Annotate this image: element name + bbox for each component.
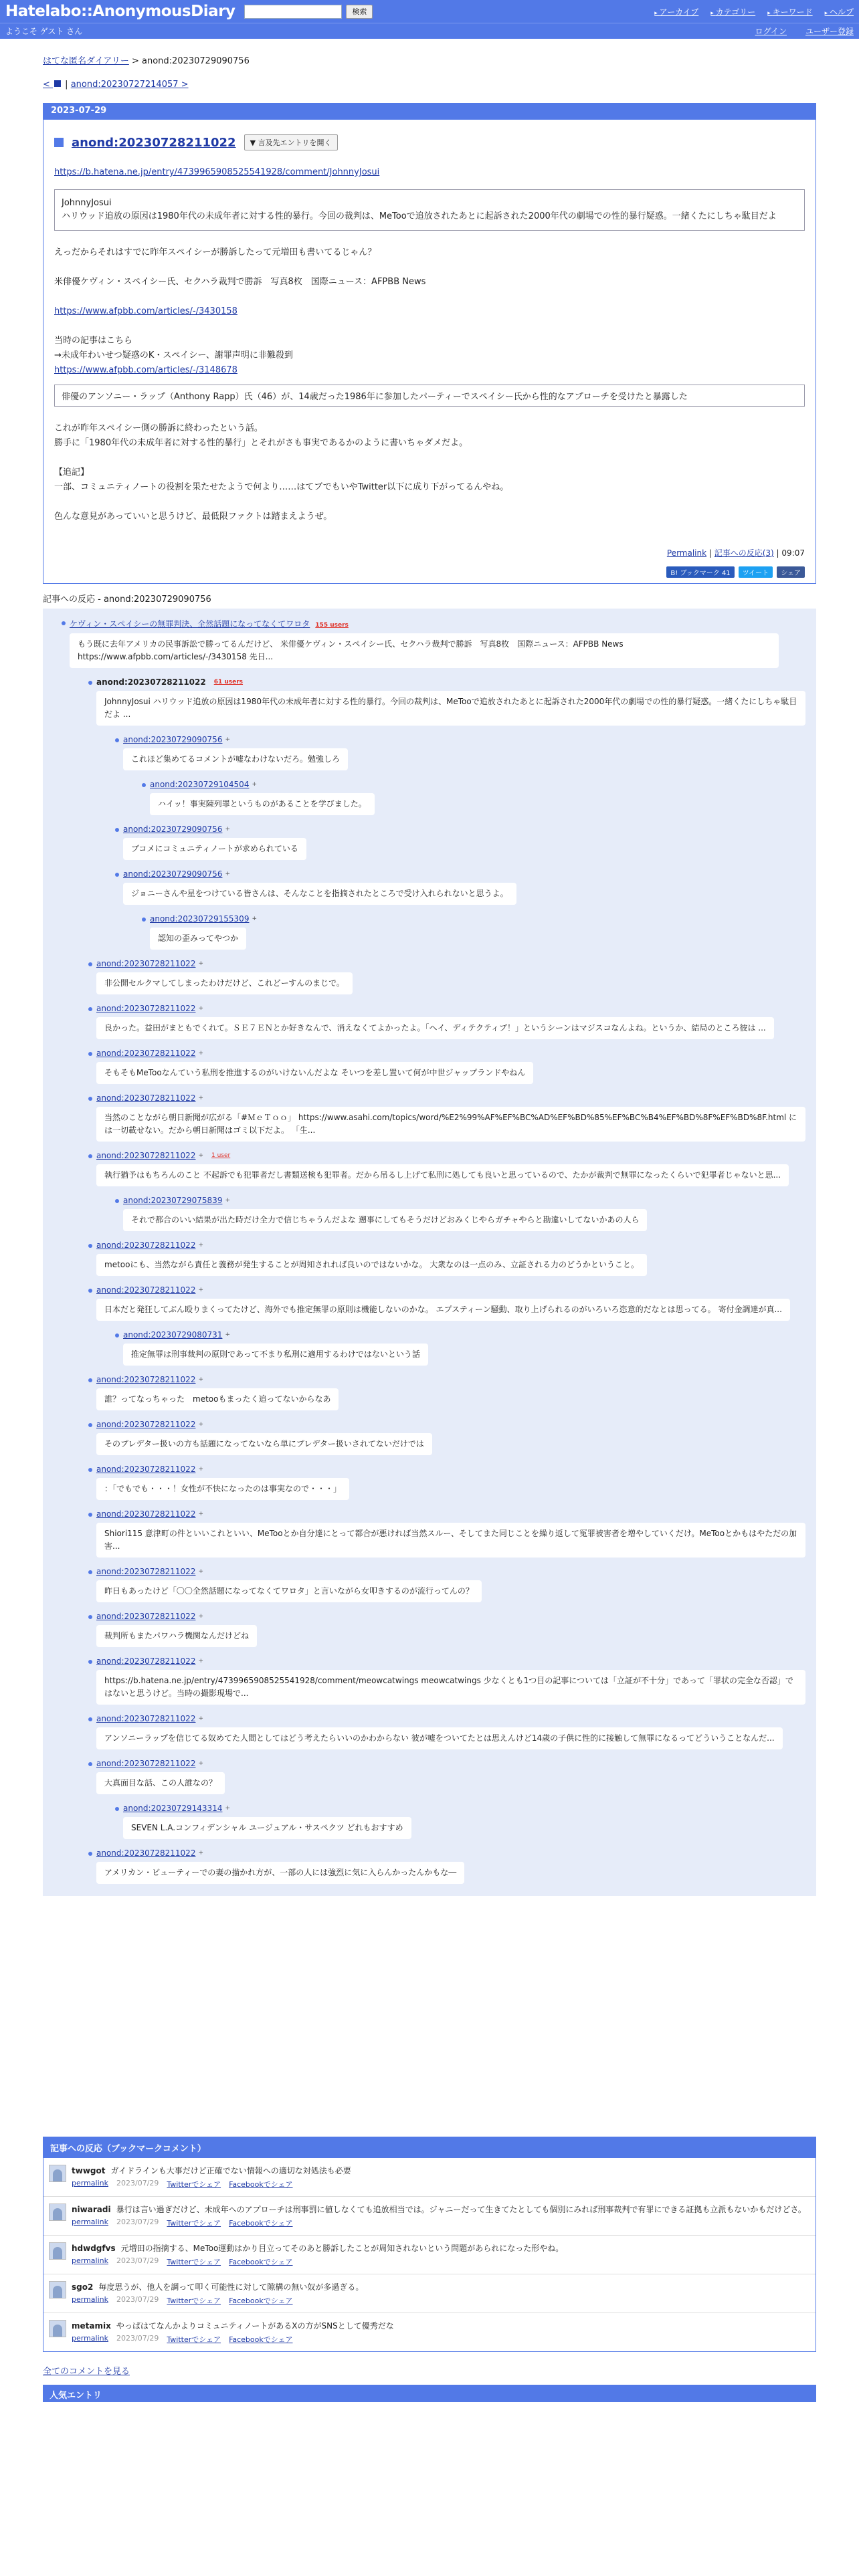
refs-link[interactable]: 記事への反応(3) [714, 548, 774, 558]
bookmark-comment: やっぱはてなんかよりコミュニティノートがあるXの方がSNSとして優秀だな [116, 2321, 394, 2331]
node-text: 非公開セルクマしてしまったわけだけど、これどーすんのまじで。 [96, 972, 353, 994]
day-header: 2023-07-29 [43, 103, 816, 120]
search-input[interactable] [244, 5, 342, 19]
facebook-share-link[interactable]: Facebookでシェア [229, 2258, 293, 2266]
bullet-icon [115, 1807, 119, 1811]
popular-entries-heading: 人気エントリ [43, 2385, 816, 2402]
node-text: これほど集めてるコメントが嘘なわけないだろ。勉強しろ [123, 748, 348, 770]
tree-node [150, 780, 816, 815]
entry-square-icon [54, 138, 64, 147]
reaction-tree-heading: 記事への反応 - anond:20230729090756 [43, 595, 211, 605]
reaction-tree [43, 609, 816, 1896]
login-link[interactable]: ログイン [755, 27, 787, 36]
bookmark-date: 2023/07/29 [116, 2218, 159, 2226]
users-badge[interactable]: 1 user [211, 1152, 231, 1159]
bullet-icon [115, 1199, 119, 1203]
node-title[interactable]: anond:20230729090756 [123, 869, 223, 879]
nav-category[interactable]: ▸ カテゴリー [710, 6, 755, 17]
expand-icon[interactable]: + [198, 1613, 203, 1620]
node-text: 認知の歪みってやつか [150, 928, 246, 950]
top-bar [0, 0, 859, 23]
quote-text: ハリウッド追放の原因は1980年代の未成年者に対する性的暴行。今回の裁判は、MeTooで追放されたあとに起訴された2000年代の劇場での性的暴行疑惑。一緒くたにしちゃ駄目だよ [62, 211, 777, 221]
node-title[interactable]: anond:20230728211022 [96, 1612, 196, 1621]
bullet-icon [88, 1717, 92, 1721]
facebook-share-link[interactable]: Facebookでシェア [229, 2335, 293, 2344]
node-text: 良かった。益田がまともでくれて。ＳＥ７ＥＮとか好きなんで、消えなくてよかったよ。「ヘイ、ディテクティブ！」というシーンはマジスコなんよね。というか、結局のところ彼は ... [96, 1017, 774, 1039]
expand-icon[interactable]: + [225, 871, 230, 877]
bullet-icon [88, 1097, 92, 1101]
blockquote-1 [54, 189, 805, 231]
bullet-icon [115, 1333, 119, 1337]
bullet-icon [88, 1154, 92, 1158]
paragraph-3b: →未成年わいせつ疑惑のK・スペイシー、謝罪声明に非難殺到 [54, 350, 293, 360]
bullet-icon [142, 783, 146, 787]
paragraph-2: 米俳優ケヴィン・スペイシー氏、セクハラ裁判で勝訴 写真8枚 国際ニュース：AFPBB News [54, 277, 426, 287]
node-text: 日本だと発狂してぶん殴りまくってたけど、海外でも推定無罪の原則は機能しないのかな。 エプスティーン騒動、取り上げられるのがいろいろ恣意的だなとは思ってる。 寄付金調達が真... [96, 1299, 790, 1321]
paragraph-6: 色んな意見があっていいと思うけど、最低限ファクトは踏まえようぜ。 [54, 512, 332, 522]
node-title[interactable]: anond:20230728211022 [96, 1714, 196, 1723]
node-title[interactable]: anond:20230729155309 [150, 914, 250, 924]
tree-node [96, 1151, 816, 1231]
node-text: ジョニーさんや星をつけている皆さんは、そんなことを指摘されたところで受け入れられないと思うよ。 [123, 883, 516, 905]
home-icon[interactable] [54, 80, 61, 87]
node-title[interactable]: anond:20230728211022 [96, 1848, 196, 1858]
node-title[interactable]: anond:20230728211022 [96, 1004, 196, 1013]
register-link[interactable]: ユーザー登録 [805, 27, 854, 36]
bookmark-comment: 毎度思うが、他人を調って叩く可能性に対して隙構の無い奴が多過ぎる。 [98, 2282, 364, 2292]
node-text: Shiori115 意津町の件といいこれといい、MeTooとか自分達にとって都合が悪ければ当然スルー、そしてまた同じことを繰り返して冤罪被害者を増やしていくだけ。MeTooとかもはやただの加害... [96, 1523, 805, 1558]
twitter-share-link[interactable]: Twitterでシェア [167, 2335, 221, 2344]
entry-footer: Permalink | 記事への反応(3) | 09:07 [666, 548, 805, 558]
tree-node [96, 1509, 816, 1558]
paragraph-5a: 【追記】 [54, 467, 90, 477]
tree-node [123, 869, 816, 950]
node-text: そもそもMeTooなんていう私刑を推進するのがいけないんだよな そいつを差し置いて何が中世ジャップランドやねん [96, 1062, 533, 1084]
bullet-icon [142, 918, 146, 922]
tree-node [96, 1759, 816, 1839]
facebook-share-link[interactable]: Facebookでシェア [229, 2219, 293, 2228]
node-text: 誰？ってなっちゃった metooもまったく追ってないからなあ [96, 1388, 339, 1410]
expand-icon[interactable]: + [198, 1095, 203, 1101]
avatar[interactable] [49, 2281, 66, 2298]
tree-node [96, 1848, 816, 1884]
bullet-icon [88, 1615, 92, 1619]
bullet-icon [88, 1052, 92, 1056]
node-text: それで都合のいい結果が出た時だけ全力で信じちゃうんだよな 遡事にしてもそうだけどおみくじやらガチャやらと勘違いしてないかあの人ら [123, 1209, 647, 1231]
bullet-icon [115, 738, 119, 742]
bookmark-item [43, 2313, 816, 2351]
tree-root-title[interactable]: ケヴィン・スペイシーの無罪判決、全然話題になってなくてワロタ [70, 619, 310, 629]
nav-help[interactable]: ▸ ヘルプ [825, 6, 854, 17]
node-title[interactable]: anond:20230728211022 [96, 1465, 196, 1474]
bullet-icon [62, 621, 66, 625]
node-title[interactable]: anond:20230728211022 [96, 1759, 196, 1768]
tree-node [96, 1567, 816, 1602]
expand-icon[interactable]: + [198, 1421, 203, 1428]
node-text: SEVEN L.A.コンフィデンシャル ユージュアル・サスペクツ どれもおすすめ [123, 1817, 411, 1839]
breadcrumb [43, 39, 816, 66]
all-comments-link[interactable]: 全てのコメントを見る [43, 2367, 130, 2377]
bullet-icon [88, 1513, 92, 1517]
node-text: 執行猶予はもちろんのこと 不起訴でも犯罪者だし書類送検も犯罪者。だから吊るし上げて私刑に処しても良いと思っているので、たかが裁判で無罪になったくらいで犯罪者じゃないと思... [96, 1164, 789, 1186]
bookmark-date: 2023/07/29 [116, 2256, 159, 2265]
node-title[interactable]: anond:20230728211022 [96, 1049, 196, 1058]
tree-node [96, 1285, 816, 1366]
expand-icon[interactable]: + [198, 1511, 203, 1517]
bookmark-permalink[interactable]: permalink [72, 2334, 108, 2343]
breadcrumb-separator: > [128, 56, 142, 66]
entry-time: 09:07 [781, 548, 805, 558]
bullet-icon [88, 1289, 92, 1293]
node-text: ：「でもでも・・・！女性が不快になったのは事実なので・・・」 [96, 1478, 349, 1500]
node-title[interactable]: anond:20230728211022 [96, 1420, 196, 1429]
tree-root [43, 618, 816, 1884]
permalink[interactable]: Permalink [666, 548, 707, 558]
bookmark-comments [43, 2137, 816, 2352]
node-title[interactable]: anond:20230729104504 [150, 780, 250, 789]
expand-icon[interactable]: + [225, 1331, 230, 1338]
entry-body [43, 120, 816, 584]
expand-icon[interactable]: + [198, 1050, 203, 1057]
users-badge[interactable]: 155 users [315, 622, 349, 629]
avatar[interactable] [49, 2204, 66, 2221]
bookmark-date: 2023/07/29 [116, 2295, 159, 2304]
facebook-share-link[interactable]: Facebookでシェア [229, 2296, 293, 2305]
node-text: 裁判所もまたパワハラ機関なんだけどね [96, 1625, 257, 1647]
expand-icon[interactable]: + [198, 1715, 203, 1722]
tree-node [123, 1196, 816, 1231]
expand-icon[interactable]: + [198, 1658, 203, 1665]
bullet-icon [88, 1244, 92, 1248]
expand-icon[interactable]: + [198, 1152, 203, 1159]
bullet-icon [88, 1660, 92, 1664]
tree-node [96, 1004, 816, 1039]
node-text: 大真面目な話、この人誰なの？ [96, 1772, 225, 1794]
expand-icon[interactable]: + [225, 826, 230, 833]
bookmark-user[interactable]: sgo2 [72, 2282, 94, 2292]
main-content [43, 39, 816, 2402]
avatar[interactable] [49, 2320, 66, 2337]
expand-icon[interactable]: + [198, 1850, 203, 1856]
bookmark-user[interactable]: hdwdgfvs [72, 2244, 116, 2253]
node-text: ハイッ！事実陳列罪というものがあることを学びました。 [150, 793, 375, 815]
node-text: JohnnyJosui ハリウッド追放の原因は1980年代の未成年者に対する性的暴行。今回の裁判は、MeTooで追放されたあとに起訴された2000年代の劇場での性的暴行疑惑。一緒くたにしちゃ駄目だよ ... [96, 691, 805, 726]
expand-icon[interactable]: + [198, 1242, 203, 1249]
node-title[interactable]: anond:20230729080731 [123, 1330, 223, 1339]
bookmark-item [43, 2274, 816, 2313]
nav-archive[interactable]: ▸ アーカイブ [654, 6, 698, 17]
hatena-bookmark-button[interactable]: B! ブックマーク 41 [666, 566, 734, 578]
twitter-share-link[interactable]: Twitterでシェア [167, 2296, 221, 2305]
quote-user: JohnnyJosui [62, 198, 112, 208]
paragraph-4b: 勝手に「1980年代の未成年者に対する性的暴行」とそれがさも事実であるかのように書いちゃダメだよ。 [54, 438, 468, 448]
tree-node [123, 1804, 816, 1839]
node-title[interactable]: anond:20230728211022 [96, 1241, 196, 1250]
twitter-share-link[interactable]: Twitterでシェア [167, 2180, 221, 2189]
entry-title-row [54, 134, 805, 150]
node-title[interactable]: anond:20230728211022 [96, 1567, 196, 1576]
expand-icon[interactable]: + [225, 1197, 230, 1204]
bullet-icon [88, 1570, 92, 1574]
bookmark-item [43, 2236, 816, 2274]
bookmark-item [43, 2197, 816, 2236]
node-text: https://b.hatena.ne.jp/entry/4739965908525541928/comment/meowcatwings meowcatwings 少なくとも1つ目の記事については「立証が不十分」であって「罪状の完全な否認」ではないと思うけど。当時の撮影現場で... [96, 1670, 805, 1705]
tree-root-text: もう既に去年アメリカの民事訴訟で勝ってるんだけど、 米俳優ケヴィン・スペイシー氏、セクハラ裁判で勝訴 写真8枚 国際ニュース：AFPBB News https://www.afpbb.com/articles/-/3430158 先日... [70, 633, 779, 668]
node-title[interactable]: anond:20230728211022 [96, 1656, 196, 1666]
bullet-icon [88, 1378, 92, 1382]
node-title[interactable]: anond:20230728211022 [96, 1151, 196, 1160]
expand-icon[interactable]: + [198, 960, 203, 967]
nav-keyword[interactable]: ▸ キーワード [767, 6, 812, 17]
twitter-share-link[interactable]: Twitterでシェア [167, 2258, 221, 2266]
entry-title[interactable]: anond:20230728211022 [72, 135, 236, 150]
bullet-icon [88, 681, 92, 685]
node-title[interactable]: anond:20230728211022 [96, 1285, 196, 1295]
node-title[interactable]: anond:20230728211022 [96, 1375, 196, 1384]
search-button[interactable]: 検索 [346, 5, 373, 19]
tree-node [96, 959, 816, 994]
node-text: 推定無罪は刑事裁判の原則であって不まり私刑に適用するわけではないという話 [123, 1344, 428, 1366]
entry-link-3[interactable]: https://www.afpbb.com/articles/-/3148678 [54, 365, 237, 375]
expand-icon[interactable]: + [198, 1005, 203, 1012]
tree-node [123, 825, 816, 860]
bullet-icon [115, 873, 119, 877]
expand-icon[interactable]: + [198, 1376, 203, 1383]
bookmark-heading: 記事への反応（ブックマークコメント） [43, 2137, 816, 2158]
bookmark-comment: 暴行は言い過ぎだけど、未成年へのアプローチは刑事罰に値しなくても追放相当では。ジャニーだって生きてたとしても個別にみれば刑事裁判で有罪にできる証拠も立派もないかもだけどさ。 [116, 2205, 806, 2214]
bookmark-permalink[interactable]: permalink [72, 2218, 108, 2226]
bookmark-item [43, 2158, 816, 2197]
tweet-button[interactable]: ツイート [739, 566, 773, 578]
expand-icon[interactable]: + [252, 916, 257, 922]
entry-link-1[interactable]: https://b.hatena.ne.jp/entry/4739965908525541928/comment/JohnnyJosui [54, 167, 380, 177]
node-title[interactable]: anond:20230729143314 [123, 1804, 223, 1813]
node-text: そのプレデター扱いの方も話題になってないなら単にプレデター扱いされてないだけでは [96, 1433, 432, 1455]
expand-icon[interactable]: + [198, 1287, 203, 1293]
paragraph-4a: これが昨年スペイシー側の勝訴に終わったという話。 [54, 423, 263, 433]
expand-icon[interactable]: + [252, 781, 257, 788]
expand-icon[interactable]: + [198, 1568, 203, 1575]
paragraph-1: えっだからそれはすでに昨年スペイシーが勝訴したって元増田も書いてるじゃん？ [54, 247, 377, 257]
tree-node [96, 1241, 816, 1276]
bookmark-permalink[interactable]: permalink [72, 2256, 108, 2265]
bullet-icon [88, 1762, 92, 1766]
tree-node [96, 1612, 816, 1647]
facebook-share-button[interactable]: シェア [777, 566, 805, 578]
tree-node [96, 1093, 816, 1142]
expand-icon[interactable]: + [225, 736, 230, 743]
node-title[interactable]: anond:20230729090756 [123, 825, 223, 834]
bookmark-user[interactable]: twwgot [72, 2166, 106, 2175]
bookmark-date: 2023/07/29 [116, 2179, 159, 2187]
paragraph-3a: 当時の記事はこちら [54, 336, 133, 346]
tree-node [123, 735, 816, 815]
entry-link-2[interactable]: https://www.afpbb.com/articles/-/3430158 [54, 306, 237, 316]
open-referenced-button[interactable]: ▼ 言及先エントリを開く [244, 134, 338, 150]
expand-icon[interactable]: + [225, 1805, 230, 1812]
bullet-icon [88, 962, 92, 966]
tree-node [96, 1465, 816, 1500]
node-text: アメリカン・ビューティーでの妻の描かれ方が、一部の人には強烈に気に入らんかったんかもな― [96, 1862, 464, 1884]
breadcrumb-current: anond:20230729090756 [142, 56, 250, 66]
user-bar [0, 23, 859, 39]
node-title[interactable]: anond:20230728211022 [96, 1509, 196, 1519]
breadcrumb-home[interactable]: はてな匿名ダイアリー [43, 56, 129, 66]
tree-node [96, 1714, 816, 1749]
paragraph-5b: 一部、コミュニティノートの役割を果たせたようで何より……はてブでもいやTwitter以下に成り下がってるんやね。 [54, 482, 509, 492]
node-title[interactable]: anond:20230728211022 [96, 959, 196, 968]
node-text: 昨日もあったけど「〇〇全然話題になってなくてワロタ」と言いながら女叩きするのが流行ってんの？ [96, 1580, 482, 1602]
expand-icon[interactable]: + [198, 1760, 203, 1767]
twitter-share-link[interactable]: Twitterでシェア [167, 2219, 221, 2228]
bullet-icon [88, 1423, 92, 1427]
tree-node [96, 677, 816, 950]
node-title[interactable]: anond:20230728211022 [96, 677, 206, 687]
share-bar [54, 566, 805, 578]
bullet-icon [88, 1468, 92, 1472]
bookmark-permalink[interactable]: permalink [72, 2295, 108, 2304]
users-badge[interactable]: 61 users [213, 679, 244, 685]
expand-icon[interactable]: + [198, 1466, 203, 1473]
tree-node [96, 1656, 816, 1705]
bookmark-user[interactable]: niwaradi [72, 2205, 111, 2214]
bullet-icon [88, 1852, 92, 1856]
tree-node [150, 914, 816, 950]
bookmark-comment: ガイドラインも大事だけど正確でない情報への適切な対処法も必要 [110, 2166, 351, 2175]
next-arrow[interactable]: > [178, 80, 189, 90]
node-text: 当然のことながら朝日新聞が広がる「#ＭｅＴｏｏ」 https://www.asahi.com/topics/word/%E2%99%AF%EF%BC%AD%EF%BD%85%EF%BC%B4%EF%BD%8F%EF%BD%8F.html には一切載せない。だから朝日新聞はゴミ以下だよ。 「生... [96, 1107, 805, 1142]
top-nav [654, 6, 854, 17]
prev-next-nav: < | anond:20230727214057 > [43, 80, 189, 90]
welcome-text: ようこそ ゲスト さん [5, 27, 83, 36]
tree-node [96, 1375, 816, 1410]
node-title[interactable]: anond:20230728211022 [96, 1093, 196, 1103]
tree-node [96, 1420, 816, 1455]
site-logo[interactable]: Hatelabo::AnonymousDiary [5, 3, 235, 20]
node-title[interactable]: anond:20230729075839 [123, 1196, 223, 1205]
bullet-icon [115, 828, 119, 832]
prev-link[interactable]: < [43, 80, 54, 90]
node-text: ブコメにコミュニティノートが求められている [123, 838, 306, 860]
facebook-share-link[interactable]: Facebookでシェア [229, 2180, 293, 2189]
avatar[interactable] [49, 2242, 66, 2260]
node-text: metooにも、当然ながら責任と義務が発生することが周知されれば良いのではないかな。 大衆なのは一点のみ、立証される力のどうかということ。 [96, 1254, 647, 1276]
node-title[interactable]: anond:20230729090756 [123, 735, 223, 744]
avatar[interactable] [49, 2165, 66, 2182]
next-entry-link[interactable]: anond:20230727214057 [70, 80, 179, 90]
node-text: アンソニーラップを信じてる奴めてた人間としてはどう考えたらいいのかわからない 彼が嘘をついてたとは思えんけど14歳の子供に性的に接触して無罪になるってどういうことなんだ... [96, 1727, 783, 1749]
tree-node [96, 1049, 816, 1084]
blockquote-2: 俳優のアンソニー・ラップ（Anthony Rapp）氏（46）が、14歳だった1986年に参加したパーティーでスペイシー氏から性的なアプローチを受けたと暴露した [54, 385, 805, 407]
bullet-icon [88, 1007, 92, 1011]
bookmark-user[interactable]: metamix [72, 2321, 111, 2331]
bookmark-permalink[interactable]: permalink [72, 2179, 108, 2187]
bookmark-comment: 元増田の指摘する、MeToo運動はかり目立ってそのあと勝訴したことが周知されないという問題があられになった形やね。 [120, 2244, 564, 2253]
bookmark-date: 2023/07/29 [116, 2334, 159, 2343]
tree-node [123, 1330, 816, 1366]
